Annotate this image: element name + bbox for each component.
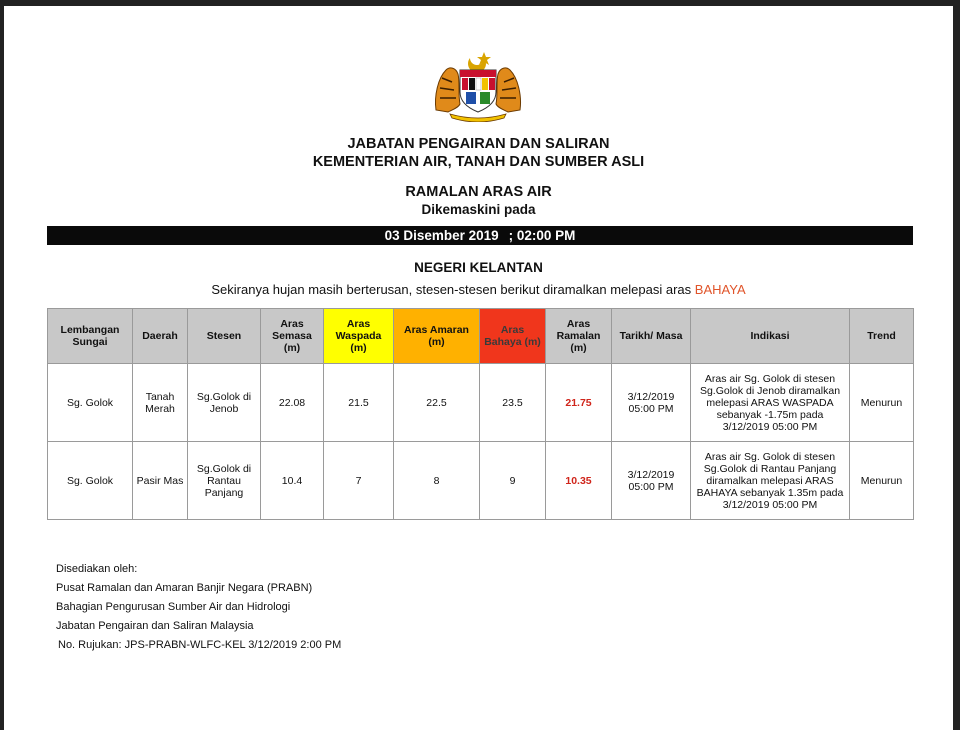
footer-line-bahagian: Bahagian Pengurusan Sumber Air dan Hidrologi [56, 601, 291, 613]
cell-waspada: 21.5 [324, 364, 394, 442]
cell-ramalan: 10.35 [546, 442, 612, 520]
cell-semasa: 10.4 [261, 442, 324, 520]
cell-lembangan: Sg. Golok [48, 442, 133, 520]
cell-indikasi: Aras air Sg. Golok di stesen Sg.Golok di Jenob diramalkan melepasi ARAS WASPADA sebanyak -1.75m pada 3/12/2019 05:00 PM [691, 364, 850, 442]
ministry-name: KEMENTERIAN AIR, TANAH DAN SUMBER ASLI [312, 154, 645, 170]
department-name: JABATAN PENGAIRAN DAN SALIRAN [347, 136, 610, 152]
state-name: NEGERI KELANTAN [414, 260, 543, 275]
col-tarikh: Tarikh/ Masa [612, 309, 691, 364]
col-amaran: Aras Amaran (m) [394, 309, 480, 364]
col-daerah: Daerah [133, 309, 188, 364]
water-level-table [47, 308, 914, 520]
cell-semasa: 22.08 [261, 364, 324, 442]
col-indikasi: Indikasi [691, 309, 850, 364]
col-trend: Trend [850, 309, 914, 364]
cell-stesen: Sg.Golok di Jenob [188, 364, 261, 442]
col-lembangan: Lembangan Sungai [48, 309, 133, 364]
cell-bahaya: 23.5 [480, 364, 546, 442]
footer-line-jps: Jabatan Pengairan dan Saliran Malaysia [56, 620, 254, 632]
cell-daerah: Tanah Merah [133, 364, 188, 442]
notice-text: Sekiranya hujan masih berterusan, stesen-stesen berikut diramalkan melepasi aras [211, 282, 692, 297]
cell-tarikh: 3/12/2019 05:00 PM [612, 364, 691, 442]
cell-trend: Menurun [850, 442, 914, 520]
update-date-bar [47, 226, 913, 245]
col-waspada: Aras Waspada (m) [324, 309, 394, 364]
cell-indikasi: Aras air Sg. Golok di stesen Sg.Golok di Rantau Panjang diramalkan melepasi ARAS BAHAYA sebanyak 1.35m pada 3/12/2019 05:00 PM [691, 442, 850, 520]
table-row [48, 442, 914, 520]
table-header-row [48, 309, 914, 364]
cell-tarikh: 3/12/2019 05:00 PM [612, 442, 691, 520]
update-time: ; 02:00 PM [508, 228, 576, 243]
col-ramalan: Aras Ramalan (m) [546, 309, 612, 364]
col-bahaya: Aras Bahaya (m) [480, 309, 546, 364]
cell-lembangan: Sg. Golok [48, 364, 133, 442]
footer-line-prabn: Pusat Ramalan dan Amaran Banjir Negara (PRABN) [56, 582, 313, 594]
cell-daerah: Pasir Mas [133, 442, 188, 520]
report-subtitle: Dikemaskini pada [421, 202, 536, 217]
forecast-notice [4, 282, 953, 297]
update-date: 03 Disember 2019 [384, 228, 499, 243]
cell-waspada: 7 [324, 442, 394, 520]
cell-stesen: Sg.Golok di Rantau Panjang [188, 442, 261, 520]
cell-amaran: 8 [394, 442, 480, 520]
col-stesen: Stesen [188, 309, 261, 364]
cell-bahaya: 9 [480, 442, 546, 520]
col-semasa: Aras Semasa (m) [261, 309, 324, 364]
cell-ramalan: 21.75 [546, 364, 612, 442]
document-page [4, 6, 953, 730]
prepared-by-label: Disediakan oleh: [56, 563, 138, 575]
table-row [48, 364, 914, 442]
cell-trend: Menurun [850, 364, 914, 442]
reference-number: No. Rujukan: JPS-PRABN-WLFC-KEL 3/12/2019 2:00 PM [58, 639, 342, 651]
coat-of-arms-icon [430, 48, 526, 122]
cell-amaran: 22.5 [394, 364, 480, 442]
notice-level: BAHAYA [694, 282, 746, 297]
report-title: RAMALAN ARAS AIR [405, 184, 552, 200]
